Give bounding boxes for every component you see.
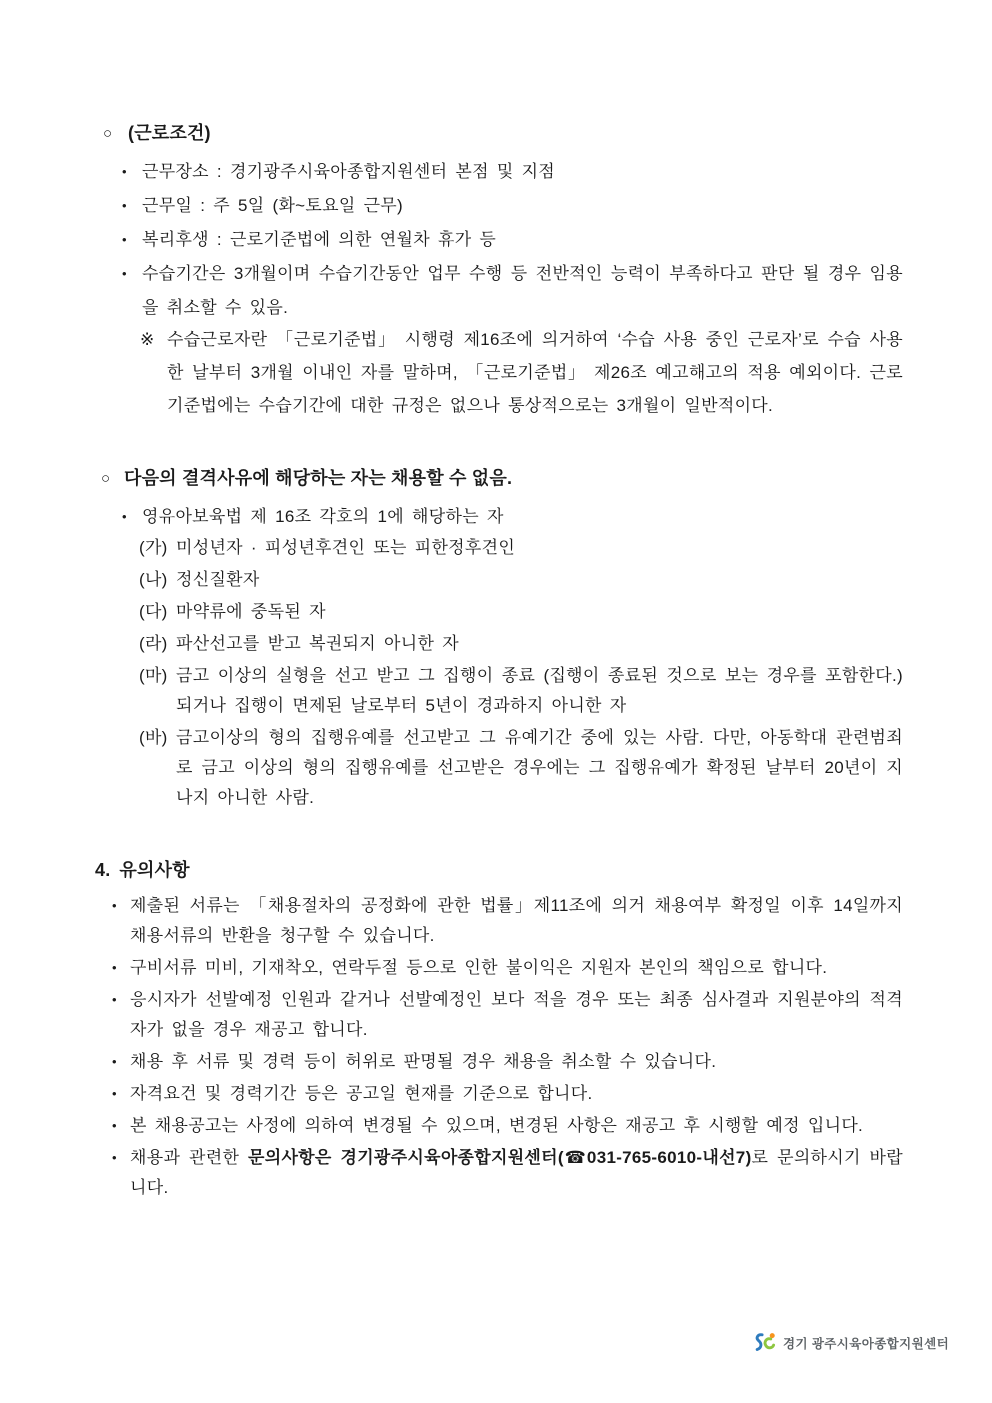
contact-suffix: 로 문의하시기 바랍니다. bbox=[130, 1148, 903, 1197]
footer-logo bbox=[753, 1330, 949, 1356]
disqualification-list bbox=[95, 533, 903, 813]
work-conditions-heading bbox=[95, 118, 903, 149]
item-text: 금고 이상의 실형을 선고 받고 그 집행이 종료 (집행이 종료된 것으로 보는 경우를 포함한다.) 되거나 집행이 면제된 날로부터 5년이 경과하지 아니한 자 bbox=[176, 666, 903, 715]
list-item bbox=[95, 223, 903, 257]
cautions-title: 유의사항 bbox=[119, 860, 190, 880]
circle-marker-icon: ○ bbox=[103, 125, 113, 142]
item-label: (바) bbox=[139, 728, 168, 747]
welfare: 복리후생 : 근로기준법에 의한 연월차 휴가 등 bbox=[142, 230, 497, 249]
probation-period: 수습기간은 3개월이며 수습기간동안 업무 수행 등 전반적인 능력이 부족하다고 판단 될 경우 임용을 취소할 수 있음. bbox=[142, 264, 903, 317]
contact-center-phone: 경기광주시육아종합지원센터(☎031-765-6010-내선7) bbox=[340, 1148, 752, 1167]
bullet-icon: • bbox=[122, 164, 127, 179]
bullet-icon: • bbox=[112, 1150, 117, 1165]
contact-prefix: 채용과 관련한 bbox=[130, 1148, 249, 1167]
list-item bbox=[95, 1047, 903, 1077]
list-item bbox=[95, 661, 903, 721]
list-item bbox=[95, 1079, 903, 1109]
caution-text: 구비서류 미비, 기재착오, 연락두절 등으로 인한 불이익은 지원자 본인의 책임으로 합니다. bbox=[130, 958, 828, 977]
caution-text: 자격요건 및 경력기간 등은 공고일 현재를 기준으로 합니다. bbox=[130, 1084, 593, 1103]
footer-logo-text: 경기 광주시육아종합지원센터 bbox=[783, 1337, 950, 1351]
reference-mark-icon: ※ bbox=[140, 330, 155, 349]
item-text: 정신질환자 bbox=[176, 570, 260, 589]
item-text: 마약류에 중독된 자 bbox=[176, 602, 326, 621]
disqualification-intro-text: 영유아보육법 제 16조 각호의 1에 해당하는 자 bbox=[142, 507, 504, 526]
caution-text: 본 채용공고는 사정에 의하여 변경될 수 있으며, 변경된 사항은 재공고 후 시행할 예정 입니다. bbox=[130, 1116, 864, 1135]
section-disqualification bbox=[95, 463, 903, 815]
item-label: (나) bbox=[139, 570, 168, 589]
list-item bbox=[95, 155, 903, 189]
item-text: 미성년자 · 피성년후견인 또는 피한정후견인 bbox=[176, 538, 516, 557]
bullet-icon: • bbox=[112, 992, 117, 1007]
caution-text: 제출된 서류는 「채용절차의 공정화에 관한 법률」제11조에 의거 채용여부 확정일 이후 14일까지 채용서류의 반환을 청구할 수 있습니다. bbox=[130, 896, 904, 945]
item-label: (라) bbox=[139, 634, 168, 653]
work-conditions-list bbox=[95, 155, 903, 325]
list-item bbox=[95, 891, 903, 951]
section-number: 4. bbox=[95, 860, 111, 880]
item-label: (가) bbox=[139, 538, 168, 557]
bullet-icon: • bbox=[122, 509, 127, 524]
item-text: 파산선고를 받고 복권되지 아니한 자 bbox=[176, 634, 459, 653]
circle-marker-icon: ○ bbox=[101, 470, 111, 487]
bullet-icon: • bbox=[112, 1118, 117, 1133]
cautions-list bbox=[95, 891, 903, 1203]
caution-text: 응시자가 선발예정 인원과 같거나 선발예정인 보다 적을 경우 또는 최종 심사결과 지원분야의 적격자가 없을 경우 재공고 합니다. bbox=[130, 990, 903, 1039]
item-label: (마) bbox=[139, 666, 168, 685]
list-item bbox=[95, 565, 903, 595]
list-item bbox=[95, 985, 903, 1045]
work-days: 근무일 : 주 5일 (화~토요일 근무) bbox=[142, 196, 403, 215]
list-item bbox=[95, 533, 903, 563]
bullet-icon: • bbox=[112, 1086, 117, 1101]
item-label: (다) bbox=[139, 602, 168, 621]
bullet-icon: • bbox=[122, 266, 127, 281]
center-logo-icon bbox=[753, 1330, 778, 1356]
list-item bbox=[95, 189, 903, 223]
item-text: 금고이상의 형의 집행유예를 선고받고 그 유예기간 중에 있는 사람. 다만, 아동학대 관련범죄로 금고 이상의 형의 집행유예를 선고받은 경우에는 그 집행유예가 확정된 날부터 20년이 지나지 아니한 사람. bbox=[176, 728, 903, 807]
disqualification-title: 다음의 결격사유에 해당하는 자는 채용할 수 없음. bbox=[124, 468, 513, 488]
section-cautions bbox=[95, 855, 903, 1205]
contact-item bbox=[95, 1143, 903, 1203]
bullet-icon: • bbox=[122, 198, 127, 213]
bullet-icon: • bbox=[122, 232, 127, 247]
work-conditions-title: (근로조건) bbox=[128, 123, 211, 143]
probation-note-text: 수습근로자란 「근로기준법」 시행령 제16조에 의거하여 ‘수습 사용 중인 근로자’로 수습 사용한 날부터 3개월 이내인 자를 말하며, 「근로기준법」 제26조 예고해고의 적용 예외이다. 근로기준법에는 수습기간에 대한 규정은 없으나 통상적으로는 3개월이 일반적이다. bbox=[167, 330, 903, 415]
cautions-heading bbox=[95, 855, 903, 886]
bullet-icon: • bbox=[112, 1054, 117, 1069]
bullet-icon: • bbox=[112, 898, 117, 913]
contact-keyword: 문의사항은 bbox=[248, 1148, 332, 1167]
list-item bbox=[95, 953, 903, 983]
disqualification-intro bbox=[95, 501, 903, 533]
list-item bbox=[95, 257, 903, 325]
bullet-icon: • bbox=[112, 960, 117, 975]
disqualification-heading bbox=[95, 463, 903, 494]
section-work-conditions bbox=[95, 118, 903, 422]
list-item bbox=[95, 723, 903, 813]
list-item bbox=[95, 1111, 903, 1141]
caution-text: 채용 후 서류 및 경력 등이 허위로 판명될 경우 채용을 취소할 수 있습니다. bbox=[130, 1052, 717, 1071]
list-item bbox=[95, 597, 903, 627]
work-place: 근무장소 : 경기광주시육아종합지원센터 본점 및 지점 bbox=[142, 162, 556, 181]
probation-note bbox=[95, 323, 903, 422]
list-item bbox=[95, 629, 903, 659]
